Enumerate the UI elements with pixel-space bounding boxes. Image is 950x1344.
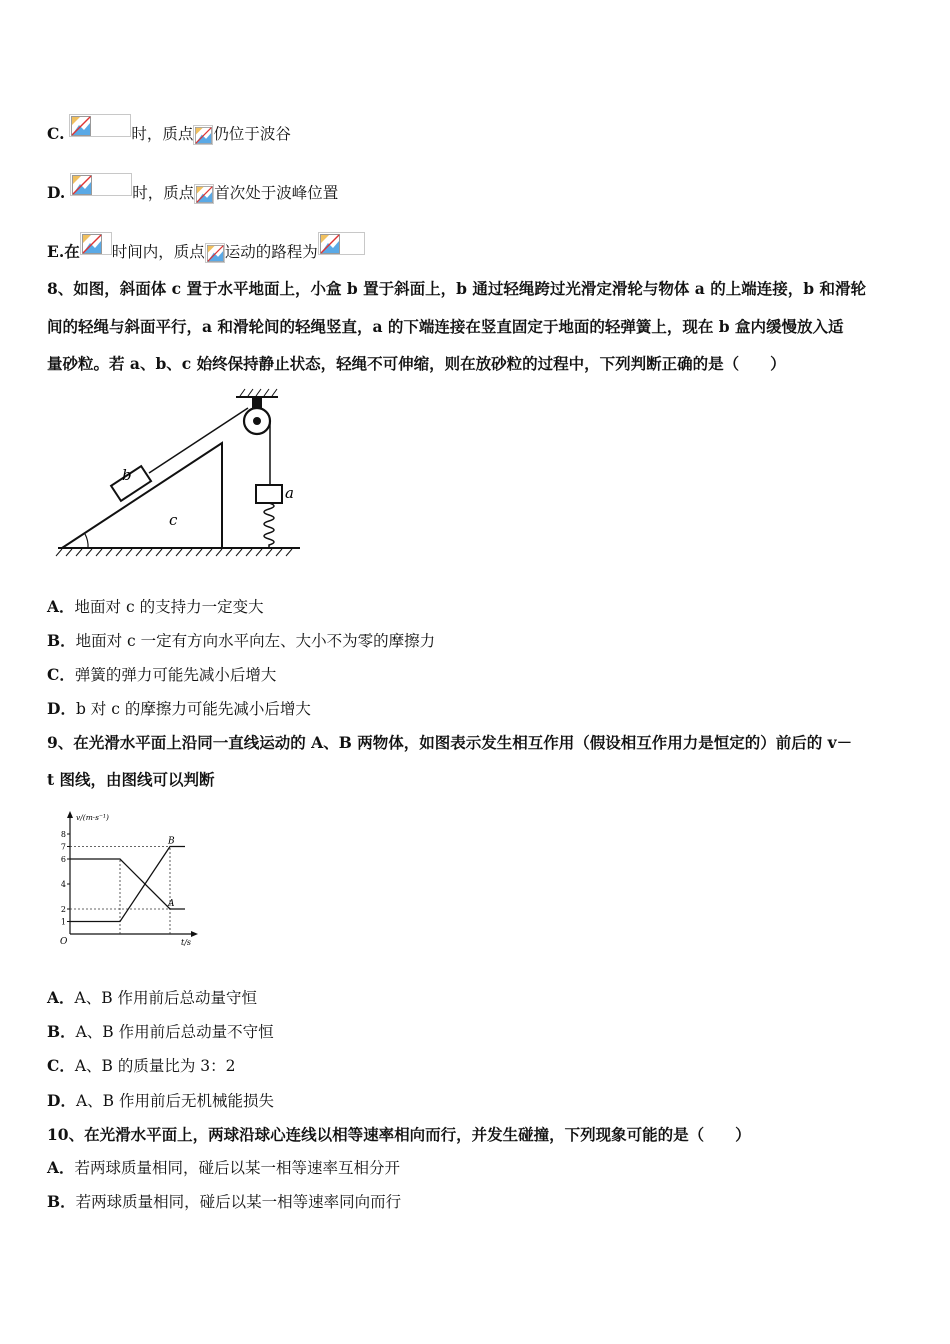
q10-stem: 10、在光滑水平面上，两球沿球心连线以相等速率相向而行，并发生碰撞，下列现象可能的是（ ）: [47, 1125, 751, 1144]
option-key: B．: [47, 1192, 76, 1211]
option-text: b 对 c 的摩擦力可能先减小后增大: [75, 700, 311, 718]
option-key: A．: [47, 597, 75, 616]
broken-image-icon: [205, 243, 225, 263]
q10-option-b: [47, 1192, 401, 1212]
broken-image-icon: [70, 173, 132, 196]
q9-option-c: [47, 1056, 236, 1076]
option-text: A、B 作用前后无机械能损失: [75, 1092, 274, 1110]
ground-hatching: [56, 549, 292, 556]
option-text: A、B 作用前后总动量守恒: [74, 989, 258, 1007]
spring: [264, 503, 274, 548]
option-text: A、B 的质量比为 3：2: [74, 1057, 236, 1075]
incline-angle-arc: [85, 534, 88, 548]
q8-option-b: [47, 631, 435, 651]
option-key: C．: [47, 1056, 75, 1075]
y-tick-label: 1: [60, 917, 66, 927]
option-text: 地面对 c 一定有方向水平向左、大小不为零的摩擦力: [75, 632, 436, 650]
vt-chart: [55, 808, 205, 948]
label-a: a: [285, 484, 294, 502]
option-key: B．: [47, 631, 76, 650]
q8-stem-line-2: 间的轻绳与斜面平行，a 和滑轮间的轻绳竖直，a 的下端连接在竖直固定于地面的轻弹簧上，现在 b 盒内缓慢放入适: [47, 317, 844, 336]
q8-stem-line-1: 8、如图，斜面体 c 置于水平地面上，小盒 b 置于斜面上，b 通过轻绳跨过光滑定滑轮与物体 a 的上端连接，b 和滑轮: [47, 279, 866, 298]
option-e-text-1: 时间内，质点: [111, 243, 205, 261]
pulley-axle: [253, 417, 261, 425]
q8-stem-line-3: 量砂粒。若 a、b、c 始终保持静止状态，轻绳不可伸缩，则在放砂粒的过程中，下列判断正确的是（ ）: [47, 354, 786, 373]
option-key: A．: [47, 988, 75, 1007]
x-axis-label: t/s: [181, 938, 192, 947]
option-e-line: [47, 232, 365, 263]
label-b: b: [122, 466, 132, 484]
broken-image-icon: [194, 184, 214, 204]
y-tick-label: 7: [60, 842, 66, 852]
option-c-line: [47, 114, 291, 145]
broken-image-icon: [193, 125, 213, 145]
y-axis-arrow: [67, 811, 73, 818]
option-d-text-2: 首次处于波峰位置: [214, 184, 339, 202]
option-e-label: E.在: [47, 242, 80, 261]
y-tick-label: 4: [60, 880, 66, 889]
option-key: D．: [47, 1091, 76, 1110]
broken-image-icon: [69, 114, 131, 137]
broken-image-icon: [318, 232, 365, 255]
label-c: c: [169, 511, 178, 529]
option-key: B．: [47, 1022, 76, 1041]
y-axis-label: v/(m·s⁻¹): [76, 813, 109, 822]
rope-b-to-pulley: [149, 408, 248, 473]
option-text: 弹簧的弹力可能先减小后增大: [74, 666, 277, 684]
y-tick-label: 8: [60, 830, 66, 839]
q10-option-a: [47, 1158, 400, 1178]
y-tick-label: 6: [60, 855, 66, 864]
option-text: 若两球质量相同，碰后以某一相等速率互相分开: [74, 1159, 401, 1177]
incline-c: [62, 443, 222, 548]
q8-option-a: [47, 597, 264, 617]
option-text: 若两球质量相同，碰后以某一相等速率同向而行: [75, 1193, 402, 1211]
block-a: [256, 485, 282, 503]
option-text: 地面对 c 的支持力一定变大: [74, 598, 264, 616]
y-tick-label: 2: [60, 905, 66, 914]
series-label-A: A: [168, 899, 175, 909]
series-label-B: B: [168, 836, 175, 847]
incline-pulley-figure: [50, 388, 310, 563]
ceiling-hatching: [240, 389, 277, 396]
q9-option-d: [47, 1091, 274, 1111]
origin-label: O: [60, 937, 68, 947]
q9-option-a: [47, 988, 257, 1008]
option-c-label: C.: [47, 124, 65, 143]
option-d-line: [47, 173, 338, 204]
q9-stem-line-2: t 图线，由图线可以判断: [47, 770, 215, 789]
q9-option-b: [47, 1022, 274, 1042]
q9-stem-line-1: 9、在光滑水平面上沿同一直线运动的 A、B 两物体，如图表示发生相互作用（假设相互作用力是恒定的）前后的 v－: [47, 733, 853, 752]
option-c-text-1: 时，质点: [131, 125, 194, 143]
option-d-label: D.: [47, 183, 66, 202]
option-key: D．: [47, 699, 76, 718]
option-e-text-2: 运动的路程为: [224, 243, 318, 261]
q8-option-d: [47, 699, 311, 719]
broken-image-icon: [80, 232, 112, 255]
option-c-text-2: 仍位于波谷: [213, 125, 291, 143]
q8-option-c: [47, 665, 276, 685]
series-line-B: [70, 847, 185, 922]
option-text: A、B 作用前后总动量不守恒: [75, 1023, 274, 1041]
x-axis-arrow: [191, 931, 198, 937]
option-d-text-1: 时，质点: [132, 184, 195, 202]
option-key: C．: [47, 665, 75, 684]
option-key: A．: [47, 1158, 75, 1177]
